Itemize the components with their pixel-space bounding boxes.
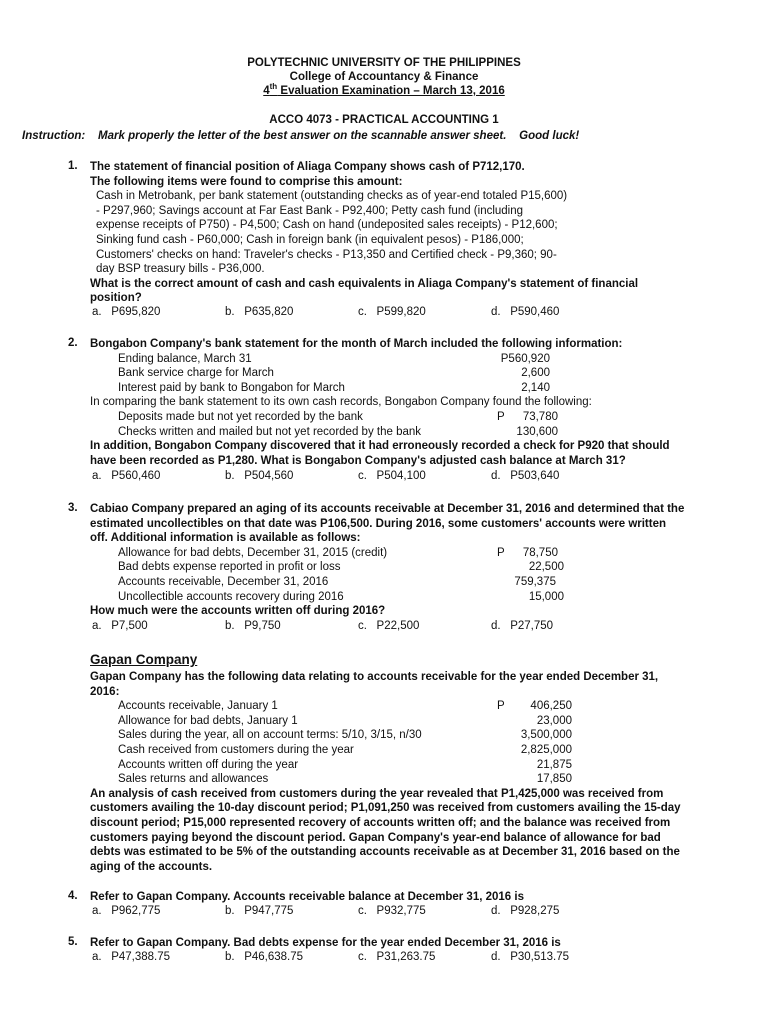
q1-line: day BSP treasury bills - P36,000.: [96, 263, 265, 276]
q2-tail: have been recorded as P1,280. What is Bongabon Company's adjusted cash balance at March 31?: [90, 454, 626, 467]
q2-number: 2.: [68, 337, 78, 349]
gapan-item-value: 406,250: [530, 700, 572, 713]
instruction: Instruction: Mark properly the letter of the best answer on the scannable answer sheet. Good luck!: [22, 130, 580, 142]
section-title: Gapan Company: [90, 652, 198, 667]
q2-option-b[interactable]: b. P504,560: [225, 470, 294, 482]
q2-item-value: 2,140: [521, 381, 550, 394]
q3-item-value: 759,375: [514, 576, 556, 588]
q3-intro: estimated uncollectibles on that date was P106,500. During 2016, some customers' accounts were written: [90, 517, 667, 530]
q5-option-a[interactable]: a. P47,388.75: [92, 951, 171, 963]
q3-option-d[interactable]: d. P27,750: [491, 620, 554, 632]
gapan-item-label: Allowance for bad debts, January 1: [118, 714, 298, 727]
gapan-item-label: Sales during the year, all on account terms: 5/10, 3/15, n/30: [118, 729, 422, 742]
q5-option-c[interactable]: c. P31,263.75: [358, 951, 436, 963]
q3-option-b[interactable]: b. P9,750: [225, 620, 281, 632]
q2-tail: In addition, Bongabon Company discovered that it had erroneously recorded a check for P920 that should: [90, 440, 670, 453]
q3-option-a[interactable]: a. P7,500: [92, 620, 148, 632]
gapan-item-value: 23,000: [536, 714, 572, 727]
q3-number: 3.: [68, 502, 78, 514]
q1-line: - P297,960; Savings account at Far East Bank - P92,400; Petty cash fund (including: [96, 204, 524, 217]
q3-item-value: 78,750: [522, 546, 558, 559]
exam-title: 4th Evaluation Examination – March 13, 2016: [263, 82, 505, 97]
q3-item-label: Accounts receivable, December 31, 2016: [118, 576, 329, 588]
q3-item-value: 22,500: [528, 561, 564, 574]
q2-item2-value: 73,780: [522, 411, 558, 423]
q4-option-c[interactable]: c. P932,775: [358, 905, 426, 917]
q1-option-d[interactable]: d. P590,460: [491, 306, 560, 318]
gapan-item-value: 2,825,000: [520, 744, 572, 756]
q3-intro: off. Additional information is available as follows:: [90, 532, 361, 545]
gapan-paragraph: aging of the accounts.: [90, 860, 213, 873]
course-title: ACCO 4073 - PRACTICAL ACCOUNTING 1: [269, 114, 499, 126]
college-name: College of Accountancy & Finance: [289, 71, 479, 83]
q1-line: Customers' checks on hand: Traveler's checks - P13,350 and Certified check - P9,360; 90-: [96, 248, 557, 261]
gapan-intro: 2016:: [90, 685, 120, 698]
q3-item-value: 15,000: [528, 590, 564, 603]
q1-line: Cash in Metrobank, per bank statement (outstanding checks as of year-end totaled P15,600): [96, 190, 568, 203]
q2-mid: In comparing the bank statement to its own cash records, Bongabon Company found the following:: [90, 396, 592, 409]
q4-option-b[interactable]: b. P947,775: [225, 905, 294, 917]
gapan-item-label: Accounts written off during the year: [118, 758, 299, 771]
q4-option-d[interactable]: d. P928,275: [491, 905, 560, 917]
q2-item-label: Interest paid by bank to Bongabon for March: [118, 381, 345, 394]
gapan-paragraph: debts was estimated to be 5% of the outstanding accounts receivable as at December 31, 2016 based on the: [90, 846, 680, 859]
gapan-item-value: 3,500,000: [520, 729, 572, 742]
q1-line: What is the correct amount of cash and cash equivalents in Aliaga Company's statement of financial: [90, 277, 639, 290]
q2-item-label: Ending balance, March 31: [118, 352, 252, 365]
q2-option-d[interactable]: d. P503,640: [491, 470, 560, 482]
gapan-intro: Gapan Company has the following data relating to accounts receivable for the year ended December 31,: [90, 671, 659, 683]
q1-line: expense receipts of P750) - P4,500; Cash on hand (undeposited sales receipts) - P12,600;: [96, 219, 558, 232]
q3-item-label: Allowance for bad debts, December 31, 2015 (credit): [118, 546, 388, 559]
q2-item-value: P560,920: [500, 352, 550, 365]
gapan-item-label: Accounts receivable, January 1: [118, 700, 278, 713]
q3-item-label: Uncollectible accounts recovery during 2016: [118, 590, 344, 603]
university-name: POLYTECHNIC UNIVERSITY OF THE PHILIPPINES: [247, 57, 521, 69]
gapan-peso-sign: P: [497, 700, 505, 713]
q3-option-c[interactable]: c. P22,500: [358, 620, 420, 632]
q5-option-b[interactable]: b. P46,638.75: [225, 951, 304, 963]
gapan-item-value: 17,850: [536, 773, 572, 786]
q2-option-c[interactable]: c. P504,100: [358, 470, 426, 482]
gapan-item-label: Sales returns and allowances: [118, 773, 269, 786]
gapan-item-value: 21,875: [536, 758, 572, 771]
q2-item-label: Bank service charge for March: [118, 367, 274, 380]
q3-peso-sign: P: [497, 546, 505, 559]
q2-item-value: 2,600: [521, 367, 550, 380]
q1-number: 1.: [68, 160, 78, 172]
q2-peso-sign: P: [497, 411, 505, 423]
q2-item2-label: Checks written and mailed but not yet recorded by the bank: [118, 425, 422, 438]
gapan-paragraph: customers paying beyond the discount period. Gapan Company's year-end balance of allowance for bad: [90, 831, 661, 844]
q1-option-b[interactable]: b. P635,820: [225, 306, 294, 318]
q2-item2-label: Deposits made but not yet recorded by the bank: [118, 411, 363, 423]
q1-option-a[interactable]: a. P695,820: [92, 306, 161, 318]
q5-text: Refer to Gapan Company. Bad debts expense for the year ended December 31, 2016 is: [90, 937, 561, 949]
q1-line: The following items were found to comprise this amount:: [90, 175, 403, 188]
q1-line: Sinking fund cash - P60,000; Cash in foreign bank (in equivalent pesos) - P186,000;: [96, 234, 524, 246]
q4-option-a[interactable]: a. P962,775: [92, 905, 161, 917]
q3-question: How much were the accounts written off during 2016?: [90, 605, 386, 618]
gapan-item-label: Cash received from customers during the year: [118, 744, 354, 756]
q1-option-c[interactable]: c. P599,820: [358, 306, 426, 318]
q4-text: Refer to Gapan Company. Accounts receivable balance at December 31, 2016 is: [90, 891, 524, 903]
q5-number: 5.: [68, 936, 78, 948]
gapan-paragraph: customers availing the 10-day discount period; P1,091,250 was received from customers availing the 15-day: [90, 802, 681, 815]
q2-option-a[interactable]: a. P560,460: [92, 470, 161, 482]
q2-intro: Bongabon Company's bank statement for the month of March included the following information:: [90, 338, 623, 350]
gapan-paragraph: An analysis of cash received from customers during the year revealed that P1,425,000 was received from: [90, 787, 664, 800]
q3-intro: Cabiao Company prepared an aging of its accounts receivable at December 31, 2016 and determined that the: [90, 503, 685, 515]
q2-item2-value: 130,600: [516, 425, 558, 438]
q1-line: The statement of financial position of Aliaga Company shows cash of P712,170.: [90, 161, 525, 173]
gapan-paragraph: discount period; P15,000 represented recovery of accounts written off; and the balance was received from: [90, 817, 671, 829]
q5-option-d[interactable]: d. P30,513.75: [491, 951, 570, 963]
q1-line: position?: [90, 292, 142, 305]
q4-number: 4.: [68, 890, 78, 902]
q3-item-label: Bad debts expense reported in profit or loss: [118, 561, 341, 574]
